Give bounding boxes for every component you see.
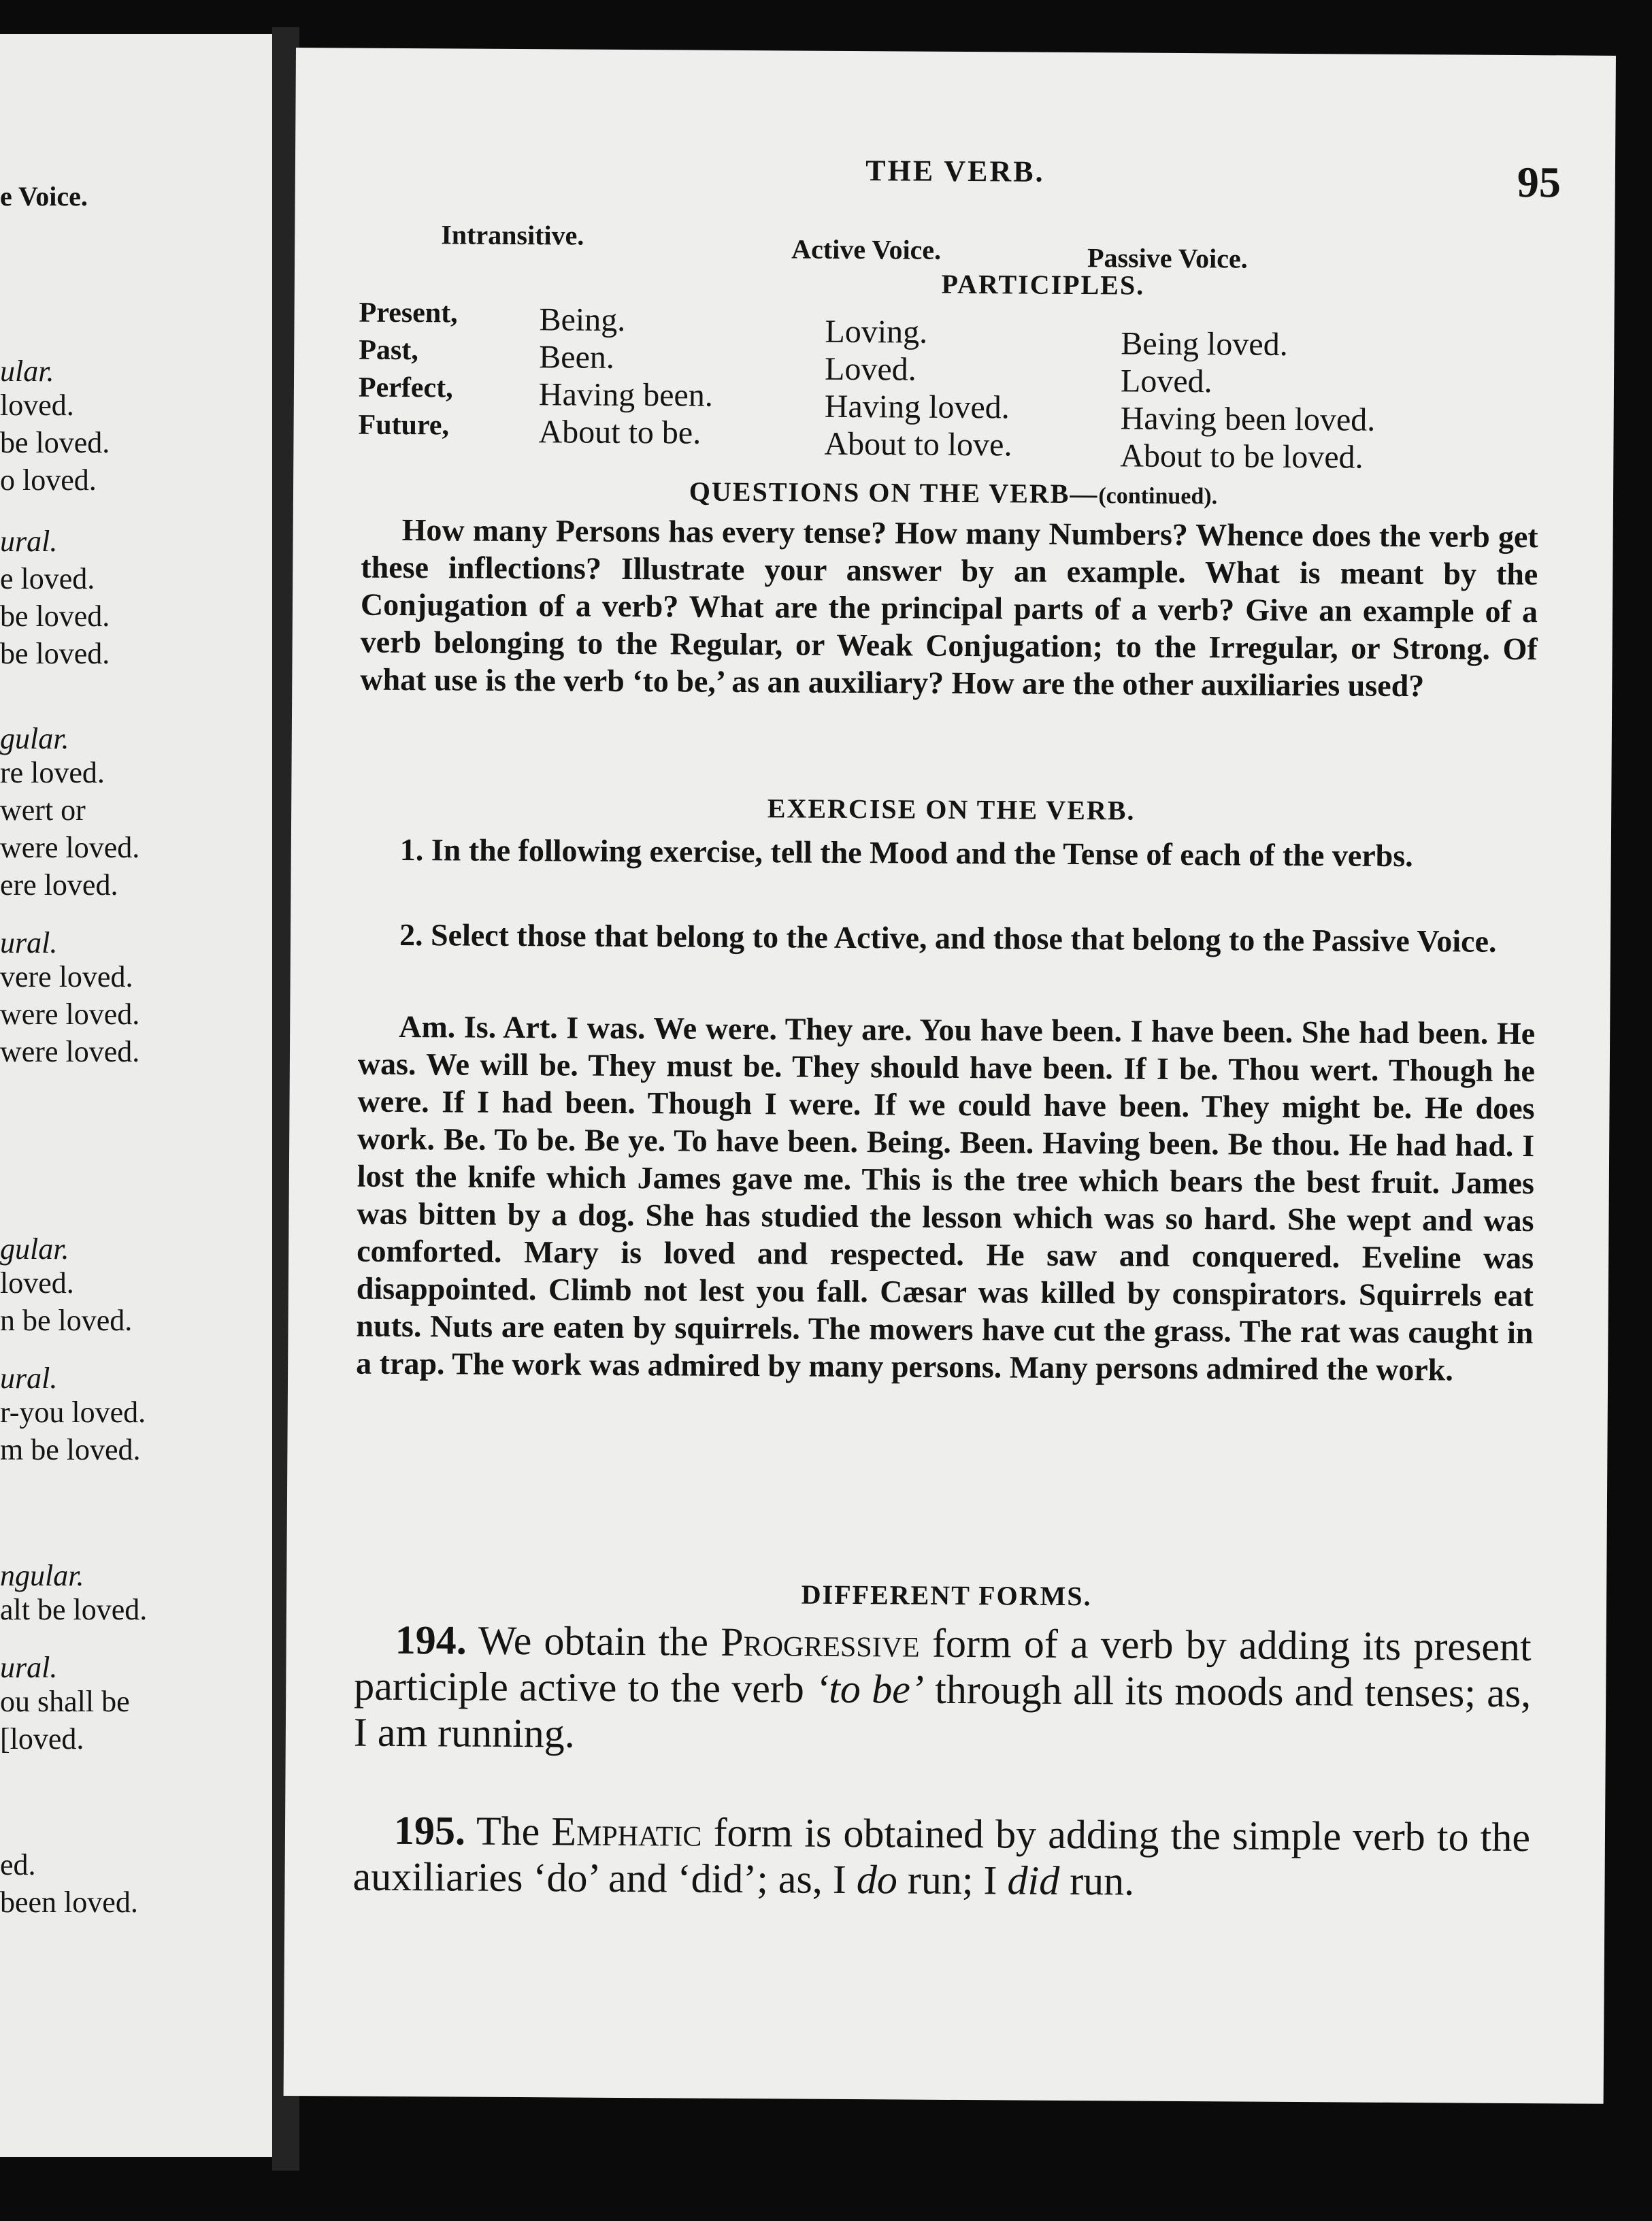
left-page-line: were loved. <box>0 831 140 864</box>
paragraph-195-text-a: The <box>476 1808 540 1854</box>
voice-heading-intransitive: Intransitive. <box>441 219 584 251</box>
left-page-line: be loved. <box>0 637 110 670</box>
left-page-line: loved. <box>0 389 74 422</box>
participles-heading: PARTICIPLES. <box>941 268 1145 301</box>
participle-label: Future, <box>358 409 450 442</box>
paragraph-195 <box>352 1807 1530 1907</box>
participle-passive: Loved. <box>1120 363 1212 400</box>
left-page-line: gular. <box>0 1232 69 1266</box>
participle-intransitive: Being. <box>539 301 626 338</box>
participle-active: About to love. <box>824 425 1012 463</box>
exercise-item-2 <box>359 916 1536 961</box>
left-page-line: were loved. <box>0 1035 140 1068</box>
exercise-sentences: Am. Is. Art. I was. We were. They are. You have been. I have been. She had been. He was. We will be. They must be. They should have been. If I be. Thou wert. Though he were. If I had been. Though I were. If we could have been. They might be. He does work. Be. To be. Be ye. To have been. Being. Been. Having been. Be thou. He had had. I lost the knife which James gave me. This is the tree which bears the best fruit. James was bitten by a dog. She has studied the lesson which was so hard. She wept and was comforted. Mary is loved and respected. He saw and conquered. Eveline was disappointed. Climb not lest you fall. Cæsar was killed by conspirators. Squirrels eat nuts. Nuts are eaten by squirrels. The mowers have cut the grass. The rat was caught in a trap. The work was admired by many persons. Many persons admired the work. <box>356 1008 1536 1387</box>
left-page-line: ular. <box>0 355 54 388</box>
questions-heading-suffix: (continued). <box>1098 483 1218 510</box>
participle-intransitive: About to be. <box>538 414 701 451</box>
left-page-line: [loved. <box>0 1722 84 1756</box>
participle-active: Having loved. <box>824 388 1010 426</box>
voice-heading-passive: Passive Voice. <box>1087 242 1248 274</box>
term-progressive: Progressive <box>721 1619 920 1666</box>
participle-passive: Being loved. <box>1121 325 1288 363</box>
participle-passive: Having been loved. <box>1120 400 1376 438</box>
left-page-line: ed. <box>0 1848 36 1881</box>
questions-heading-text: QUESTIONS ON THE VERB— <box>689 476 1099 510</box>
paragraph-195-text-b: form is obtained by adding the simple verb to the auxiliaries ‘do’ and ‘did’; as, I <box>352 1809 1531 1902</box>
paragraph-195-text-d: run. <box>1069 1858 1135 1904</box>
participle-intransitive: Having been. <box>538 376 713 414</box>
quote-to-be: ‘to be’ <box>815 1666 925 1712</box>
example-do: do <box>856 1857 898 1903</box>
paragraph-194-text-a: We obtain the <box>478 1617 709 1664</box>
left-page-line: ural. <box>0 525 58 558</box>
left-page-line: vere loved. <box>0 960 133 993</box>
left-page-line: o loved. <box>0 463 97 497</box>
participle-label: Present, <box>359 297 458 329</box>
participle-active: Loved. <box>824 350 916 388</box>
participle-active: Loving. <box>825 313 928 350</box>
page-number: 95 <box>1517 157 1562 207</box>
paragraph-195-text-c: run; I <box>907 1857 997 1903</box>
participle-label: Past, <box>359 334 418 367</box>
left-page-line: ere loved. <box>0 868 118 902</box>
questions-paragraph: How many Persons has every tense? How many Numbers? Whence does the verb get these inflections? Illustrate your answer by an example. What is meant by the Conjugation of a verb? What are the principal parts of a verb? Give an example of a verb belonging to the Regular, or Weak Conjugation; to the Irregular, or Strong. Of what use is the verb ‘to be,’ as an auxiliary? How are the other auxiliaries used? <box>360 512 1538 704</box>
exercise-item-1 <box>359 831 1536 876</box>
left-page-line: r-you loved. <box>0 1396 146 1429</box>
left-page-line: ou shall be <box>0 1685 130 1718</box>
left-page-line: gular. <box>0 722 69 755</box>
left-page-line: re loved. <box>0 756 105 789</box>
left-page-line: ural. <box>0 1651 58 1684</box>
different-forms-heading: DIFFERENT FORMS. <box>801 1579 1092 1612</box>
left-page-line: wert or <box>0 793 86 827</box>
participle-label: Perfect, <box>358 372 453 404</box>
left-page-line: ngular. <box>0 1559 84 1592</box>
paragraph-194-number: 194. <box>395 1617 467 1663</box>
left-page-line: ural. <box>0 1362 58 1395</box>
term-emphatic: Emphatic <box>551 1809 702 1855</box>
left-page-line: loved. <box>0 1266 74 1300</box>
left-page-line: e Voice. <box>0 181 88 212</box>
book-page <box>284 48 1616 2104</box>
left-page-line: were loved. <box>0 998 140 1031</box>
left-page-line: be loved. <box>0 426 110 459</box>
paragraph-195-number: 195. <box>393 1807 466 1854</box>
exercise-item-2-number: 2. <box>399 917 423 953</box>
exercise-item-2-text: Select those that belong to the Active, and those that belong to the Passive Voice. <box>430 917 1497 959</box>
paragraph-194-text-b: form of a verb by adding its present participle active to the verb <box>354 1620 1532 1711</box>
previous-page-strip <box>0 34 276 2157</box>
participle-intransitive: Been. <box>539 339 615 376</box>
exercise-item-1-text: In the following exercise, tell the Mood and the Tense of each of the verbs. <box>431 832 1413 874</box>
left-page-line: e loved. <box>0 562 95 595</box>
participle-passive: About to be loved. <box>1120 438 1364 476</box>
left-page-line: ural. <box>0 926 58 959</box>
example-did: did <box>1007 1858 1060 1903</box>
left-page-line: n be loved. <box>0 1304 133 1337</box>
paragraph-194 <box>354 1617 1532 1763</box>
questions-heading <box>293 473 1613 513</box>
voice-heading-active: Active Voice. <box>791 233 942 265</box>
left-page-line: been loved. <box>0 1886 138 1919</box>
paragraph-194-text-c: through all its moods and tenses; as, I am running. <box>353 1666 1532 1756</box>
left-page-line: m be loved. <box>0 1433 141 1466</box>
left-page-line: alt be loved. <box>0 1593 148 1626</box>
left-page-line: be loved. <box>0 599 110 633</box>
exercise-item-1-number: 1. <box>399 832 424 868</box>
running-head: THE VERB. <box>865 154 1045 188</box>
exercise-heading: EXERCISE ON THE VERB. <box>767 793 1136 826</box>
